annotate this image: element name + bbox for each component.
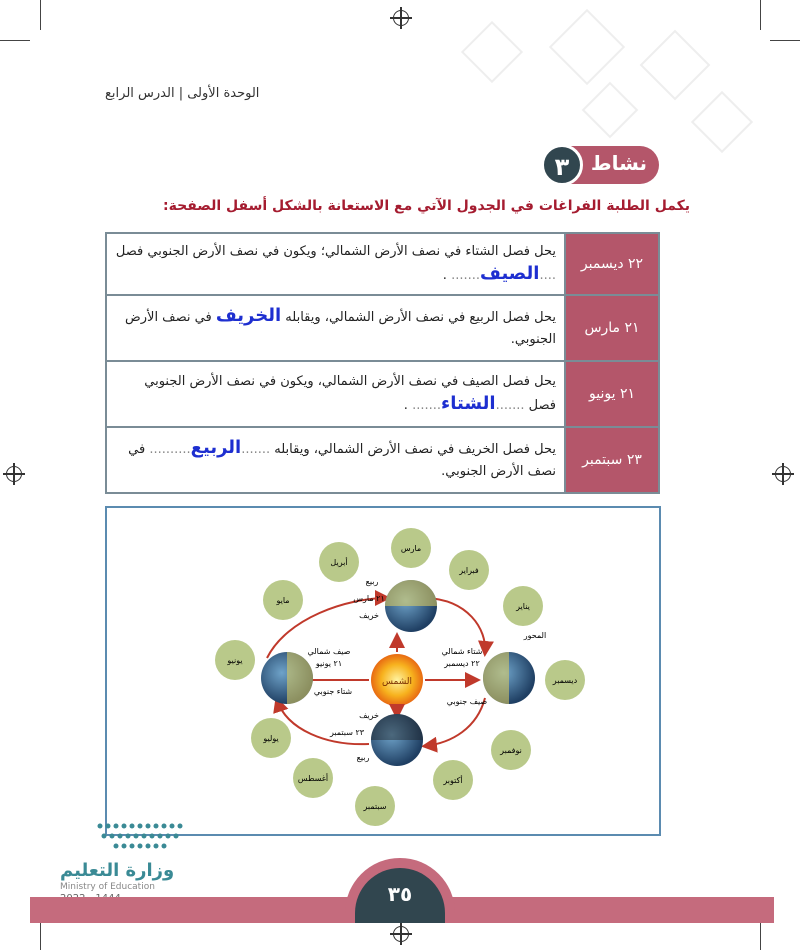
earth-label: ٢٢ ديسمبر (444, 659, 480, 668)
crop-mark (40, 0, 41, 30)
crop-mark (760, 920, 761, 950)
table-row (106, 233, 659, 295)
month-label: مايو (276, 596, 290, 605)
month-label: نوفمبر (500, 746, 522, 755)
row-text-after: . (442, 268, 447, 283)
earth-label: ٢٣ سبتمبر (329, 728, 365, 737)
page-number: ٣٥ (355, 868, 445, 923)
row-text-after: . (403, 398, 408, 413)
earth-label: خريف (359, 711, 379, 720)
crop-mark (40, 920, 41, 950)
answer-text: الخريف (215, 305, 282, 326)
row-text: يحل فصل الصيف في نصف الأرض الشمالي، ويكون في نصف الأرض الجنوبي فصل .......الشتاء....... . (106, 361, 565, 427)
page-number-tab (345, 858, 455, 923)
row-text-before: يحل فصل الصيف في نصف الأرض الشمالي، ويكون في نصف الأرض الجنوبي فصل (144, 374, 556, 413)
instruction-text: يكمل الطلبة الفراغات في الجدول الآتي مع الاستعانة بالشكل أسفل الصفحة: (163, 198, 690, 214)
ministry-name-en: Ministry of Education (60, 882, 155, 892)
earth-label: صيف شمالي (307, 647, 351, 656)
month-label: سبتمبر (363, 802, 387, 811)
earth-label: ربيع (365, 577, 379, 586)
decoration (582, 82, 639, 139)
table-row (106, 295, 659, 361)
row-text: يحل فصل الشتاء في نصف الأرض الشمالي؛ ويكون في نصف الأرض الجنوبي فصل ....الصيف....... . (106, 233, 565, 295)
earth-label: شتاء شمالي (441, 647, 483, 656)
month-label: فبراير (459, 566, 479, 575)
axis-label: المحور (523, 631, 547, 640)
breadcrumb: الوحدة الأولى | الدرس الرابع (105, 86, 260, 101)
month-label: مارس (400, 544, 422, 553)
row-text-before: يحل فصل الخريف في نصف الأرض الشمالي، ويقابله (274, 442, 556, 457)
crop-mark (0, 40, 30, 41)
row-text: يحل فصل الخريف في نصف الأرض الشمالي، ويقابله .......الربيع.......... في نصف الأرض الجنوبي. (106, 427, 565, 493)
earth-march-icon (385, 580, 437, 632)
row-text-before: يحل فصل الشتاء في نصف الأرض الشمالي؛ ويكون في نصف الأرض الجنوبي فصل (115, 244, 556, 259)
row-text-before: يحل فصل الربيع في نصف الأرض الشمالي، ويقابله (285, 310, 556, 325)
registration-mark-icon (6, 466, 22, 482)
activity-number: ٣ (541, 144, 583, 186)
table-row (106, 427, 659, 493)
earth-label: شتاء جنوبي (313, 687, 353, 696)
month-label: يونيو (227, 656, 243, 665)
earth-label: ٢١ يونيو (315, 659, 343, 668)
row-text-after: في نصف الأرض الجنوبي. (128, 442, 556, 479)
row-text-after: في نصف الأرض الجنوبي. (125, 310, 556, 347)
earth-june-icon (261, 652, 313, 704)
answer-text: الصيف (480, 263, 540, 284)
ministry-logo (48, 820, 198, 900)
ministry-name-ar: وزارة التعليم (60, 860, 175, 881)
sun-label: الشمس (382, 677, 412, 687)
registration-mark-icon (775, 466, 791, 482)
ministry-emblem-icon (94, 820, 186, 854)
activity-badge (541, 144, 659, 186)
crop-mark (770, 40, 800, 41)
answer-text: الشتاء (441, 393, 496, 414)
month-label: أكتوبر (443, 776, 463, 785)
season-table (105, 232, 660, 494)
date-cell: ٢١ مارس (565, 295, 659, 361)
earth-label: ربيع (356, 753, 370, 762)
table-row (106, 361, 659, 427)
month-label: يناير (516, 602, 530, 611)
date-cell: ٢٣ سبتمبر (565, 427, 659, 493)
decoration (549, 9, 625, 85)
earth-label: خريف (359, 611, 379, 620)
earth-label: صيف جنوبي (446, 697, 488, 706)
seasons-diagram (105, 506, 661, 836)
activity-label: نشاط (590, 151, 647, 175)
decoration (640, 30, 711, 101)
date-cell: ٢٢ ديسمبر (565, 233, 659, 295)
registration-mark-icon (393, 926, 409, 942)
crop-mark (760, 0, 761, 30)
earth-label: ٢١ مارس (353, 594, 385, 603)
month-label: يوليو (263, 734, 279, 743)
month-label: أغسطس (297, 774, 329, 783)
month-label: ديسمبر (552, 676, 578, 685)
month-label: أبريل (330, 558, 348, 567)
registration-mark-icon (393, 10, 409, 26)
decoration (691, 91, 753, 153)
date-cell: ٢١ يونيو (565, 361, 659, 427)
row-text (106, 295, 565, 361)
earth-december-icon (483, 652, 535, 704)
decoration (461, 21, 523, 83)
answer-text: الربيع (190, 437, 242, 458)
earth-september-icon (371, 714, 423, 766)
